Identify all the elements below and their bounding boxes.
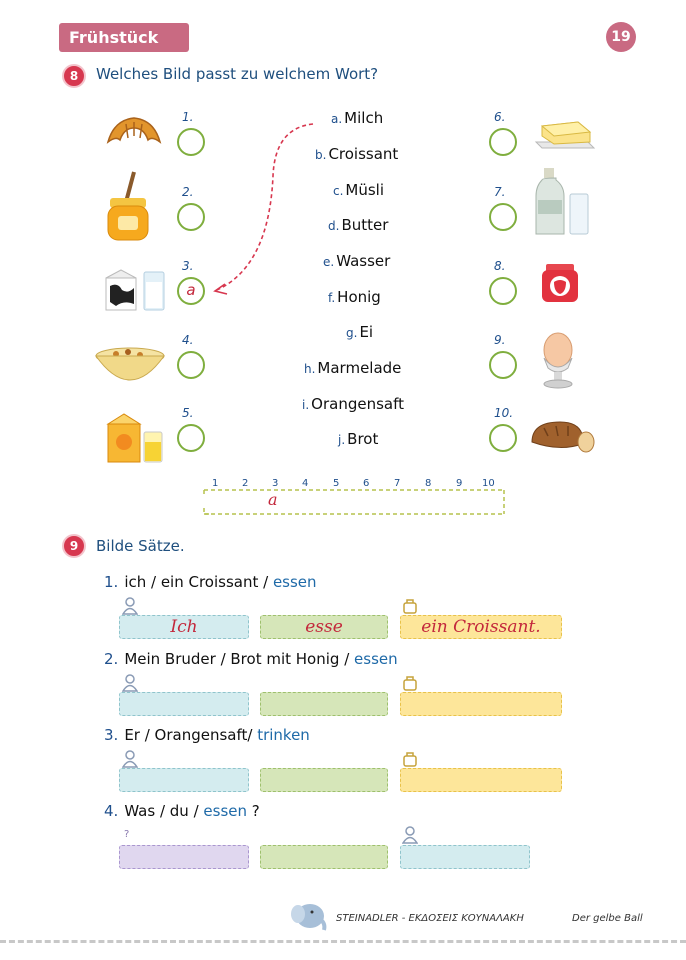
item-number: 9. <box>494 333 506 347</box>
cereal-bowl-icon <box>94 344 166 388</box>
footer-divider <box>0 940 686 943</box>
answer-slot-number: 2 <box>242 478 249 489</box>
subject-box[interactable] <box>119 692 249 716</box>
example-arrow <box>205 116 325 296</box>
sentence-prompt: 4. Was / du / essen ? <box>104 802 260 820</box>
word-option: j. Brot <box>338 430 379 448</box>
object-box[interactable] <box>400 692 562 716</box>
word-option: g. Ei <box>346 323 374 341</box>
answer-slot-number: 5 <box>333 478 340 489</box>
sentence-prompt: 3. Er / Orangensaft/ trinken <box>104 726 310 744</box>
answer-slot-number: 4 <box>302 478 309 489</box>
answer-circle[interactable] <box>177 203 205 231</box>
question-word-box[interactable] <box>119 845 249 869</box>
word-option: b. Croissant <box>315 145 399 163</box>
answer-circle[interactable] <box>489 351 517 379</box>
answer-strip <box>202 488 506 516</box>
word-option: f. Honig <box>328 288 381 306</box>
subject-box[interactable] <box>119 768 249 792</box>
item-number: 4. <box>182 333 194 347</box>
item-number: 6. <box>494 110 506 124</box>
question-mark-icon: ? <box>124 829 130 840</box>
answer-slot-number: 1 <box>212 478 219 489</box>
answer-circle[interactable] <box>489 203 517 231</box>
jam-jar-icon <box>540 262 580 304</box>
subject-box[interactable] <box>400 845 530 869</box>
answer-circle[interactable] <box>489 424 517 452</box>
object-icon <box>402 751 418 767</box>
word-option: a. Milch <box>331 109 384 127</box>
sentence-prompt: 1. ich / ein Croissant / essen <box>104 573 317 591</box>
verb-box[interactable] <box>260 768 388 792</box>
item-number: 1. <box>182 110 194 124</box>
object-icon <box>402 675 418 691</box>
item-number: 8. <box>494 259 506 273</box>
word-option: c. Müsli <box>333 181 385 199</box>
book-title-footer: Der gelbe Ball <box>572 913 643 924</box>
topic-banner: Frühstück <box>59 23 189 52</box>
milk-carton-icon <box>104 268 166 312</box>
answer-slot-number: 10 <box>482 478 495 489</box>
object-box[interactable] <box>400 768 562 792</box>
answer-circle[interactable] <box>177 128 205 156</box>
verb-box[interactable] <box>260 845 388 869</box>
exercise-number: 9 <box>62 534 86 558</box>
bread-icon <box>530 418 596 454</box>
egg-cup-icon <box>538 332 578 390</box>
answer-slot-number: 7 <box>394 478 401 489</box>
orange-juice-icon <box>106 410 166 464</box>
water-bottle-icon <box>534 166 590 238</box>
item-number: 5. <box>182 406 194 420</box>
answer-circle[interactable] <box>177 351 205 379</box>
page-number: 19 <box>606 22 636 52</box>
elephant-logo-icon <box>290 898 330 932</box>
subject-box[interactable]: Ich <box>119 615 249 639</box>
answer-circle[interactable]: a <box>177 277 205 305</box>
verb-box[interactable] <box>260 692 388 716</box>
answer-circle[interactable] <box>489 277 517 305</box>
word-option: d. Butter <box>328 216 389 234</box>
answer-slot-number: 3 <box>272 478 279 489</box>
answer-slot-number: 9 <box>456 478 463 489</box>
person-icon <box>122 597 138 615</box>
answer-slot-number: 6 <box>363 478 370 489</box>
person-icon <box>402 826 418 844</box>
word-option: i. Orangensaft <box>302 395 404 413</box>
publisher-footer: STEINADLER - ΕΚΔΟΣΕΙΣ ΚΟΥΝΑΛΑΚΗ <box>336 913 524 924</box>
item-number: 7. <box>494 185 506 199</box>
word-option: e. Wasser <box>323 252 391 270</box>
honey-jar-icon <box>104 168 154 242</box>
croissant-icon <box>104 112 164 156</box>
answer-slot-number: 8 <box>425 478 432 489</box>
exercise-title: Bilde Sätze. <box>96 537 185 555</box>
butter-icon <box>534 114 596 152</box>
exercise-title: Welches Bild passt zu welchem Wort? <box>96 65 379 83</box>
verb-box[interactable]: esse <box>260 615 388 639</box>
person-icon <box>122 750 138 768</box>
item-number: 10. <box>494 406 514 420</box>
answer-circle[interactable] <box>177 424 205 452</box>
person-icon <box>122 674 138 692</box>
exercise-number: 8 <box>62 64 86 88</box>
answer-circle[interactable] <box>489 128 517 156</box>
sentence-prompt: 2. Mein Bruder / Brot mit Honig / essen <box>104 650 398 668</box>
item-number: 2. <box>182 185 194 199</box>
object-icon <box>402 598 418 614</box>
item-number: 3. <box>182 259 194 273</box>
answer-slot-value[interactable]: a <box>268 490 278 509</box>
word-option: h. Marmelade <box>304 359 402 377</box>
object-box[interactable]: ein Croissant. <box>400 615 562 639</box>
